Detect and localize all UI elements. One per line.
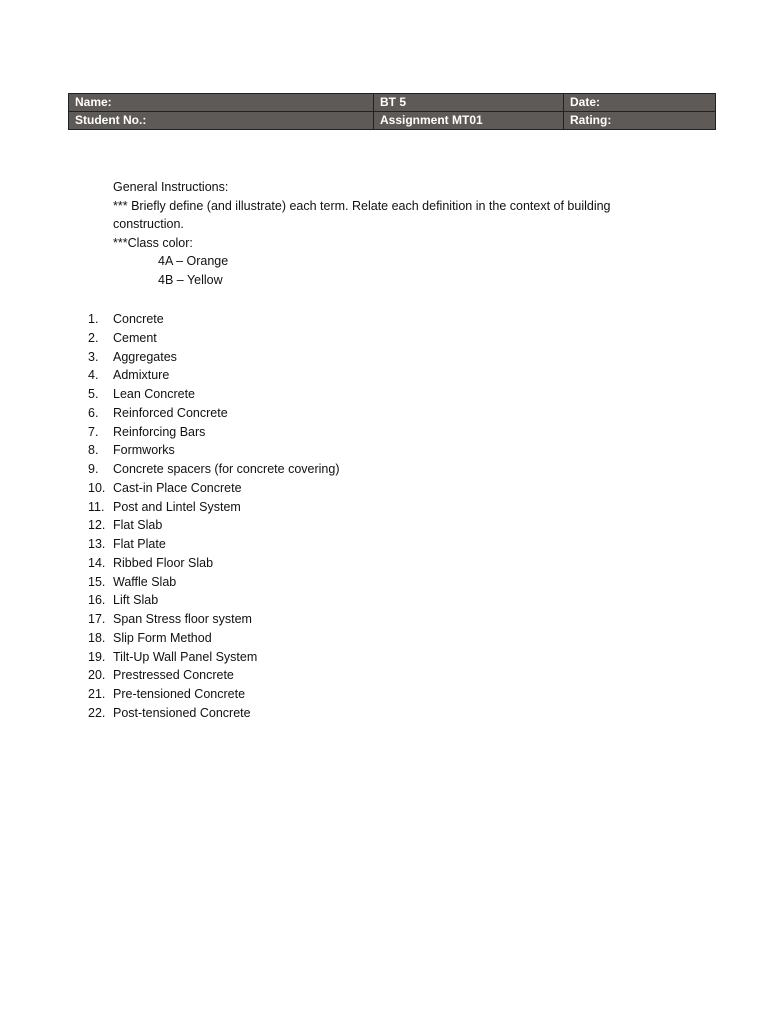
terms-list: [88, 310, 339, 723]
list-item-number: 15.: [88, 574, 106, 589]
instructions-line-2: construction.: [113, 217, 184, 232]
list-item-label: Waffle Slab: [113, 574, 177, 589]
list-item-number: 16.: [88, 593, 106, 608]
course-cell: BT 5: [374, 94, 564, 112]
list-item-label: Prestressed Concrete: [113, 668, 234, 683]
list-item-label: Ribbed Floor Slab: [113, 555, 214, 570]
list-item-number: 21.: [88, 687, 106, 701]
list-item: [88, 348, 339, 367]
list-item-label: Cast-in Place Concrete: [113, 480, 242, 495]
list-item-number: 2.: [88, 330, 99, 345]
list-item: [88, 573, 339, 592]
list-item-number: 11.: [88, 499, 105, 514]
list-item-label: Pre-tensioned Concrete: [113, 687, 246, 701]
class-4b: 4B – Yellow: [158, 272, 223, 287]
list-item-number: 10.: [88, 480, 106, 495]
list-item: [88, 385, 339, 404]
list-item-number: 6.: [88, 405, 99, 420]
assignment-cell: Assignment MT01: [374, 112, 564, 130]
list-item-number: 9.: [88, 462, 99, 476]
list-item: [88, 329, 339, 348]
list-item: [88, 610, 339, 629]
list-item-label: Lean Concrete: [113, 387, 196, 401]
list-item-number: 12.: [88, 518, 106, 533]
name-cell: Name:: [69, 94, 374, 112]
instructions-line-1: *** Briefly define (and illustrate) each term. Relate each definition in the context of building: [113, 198, 611, 213]
list-item-label: Flat Plate: [113, 537, 166, 551]
list-item-number: 20.: [88, 668, 106, 683]
list-item-label: Aggregates: [113, 349, 177, 364]
list-item-number: 1.: [88, 312, 99, 326]
list-item-label: Reinforced Concrete: [113, 405, 228, 420]
list-item: [88, 666, 339, 685]
list-item-label: Formworks: [113, 443, 175, 458]
list-item: [88, 685, 339, 704]
list-item-label: Reinforcing Bars: [113, 424, 206, 439]
list-item-label: Flat Slab: [113, 518, 163, 533]
header-table: [68, 93, 716, 130]
general-instructions: [113, 178, 673, 290]
list-item-number: 3.: [88, 349, 99, 364]
list-item-label: Cement: [113, 330, 157, 345]
list-item-number: 19.: [88, 649, 106, 664]
list-item-number: 4.: [88, 368, 99, 383]
class-4a: 4A – Orange: [158, 254, 229, 269]
list-item-label: Span Stress floor system: [113, 612, 252, 626]
class-color-label: ***Class color:: [113, 235, 193, 250]
list-item-label: Lift Slab: [113, 593, 159, 608]
list-item-label: Concrete spacers (for concrete covering): [113, 462, 340, 476]
list-item: [88, 591, 339, 610]
list-item: [88, 648, 339, 667]
list-item-label: Admixture: [113, 368, 170, 383]
list-item: [88, 366, 339, 385]
list-item: [88, 554, 339, 573]
list-item-label: Slip Form Method: [113, 630, 212, 645]
list-item: [88, 310, 339, 329]
list-item: [88, 479, 339, 498]
list-item-number: 14.: [88, 555, 106, 570]
header-row-1: [69, 94, 716, 112]
list-item-number: 7.: [88, 424, 99, 439]
list-item-number: 18.: [88, 630, 106, 645]
instructions-heading: General Instructions:: [113, 180, 229, 194]
list-item-number: 17.: [88, 612, 106, 626]
list-item: [88, 404, 339, 423]
list-item-number: 8.: [88, 443, 99, 458]
list-item: [88, 629, 339, 648]
list-item-number: 5.: [88, 387, 99, 401]
student-no-cell: Student No.:: [69, 112, 374, 130]
list-item-label: Tilt-Up Wall Panel System: [113, 649, 258, 664]
list-item: [88, 704, 339, 723]
list-item-label: Post and Lintel System: [113, 499, 241, 514]
header-row-2: [69, 112, 716, 130]
date-cell: Date:: [564, 94, 716, 112]
list-item-label: Post-tensioned Concrete: [113, 705, 251, 720]
list-item-label: Concrete: [113, 312, 164, 326]
list-item: [88, 460, 339, 479]
list-item-number: 22.: [88, 705, 106, 720]
rating-cell: Rating:: [564, 112, 716, 130]
list-item: [88, 535, 339, 554]
list-item: [88, 423, 339, 442]
list-item-number: 13.: [88, 537, 106, 551]
list-item: [88, 516, 339, 535]
list-item: [88, 441, 339, 460]
list-item: [88, 498, 339, 517]
